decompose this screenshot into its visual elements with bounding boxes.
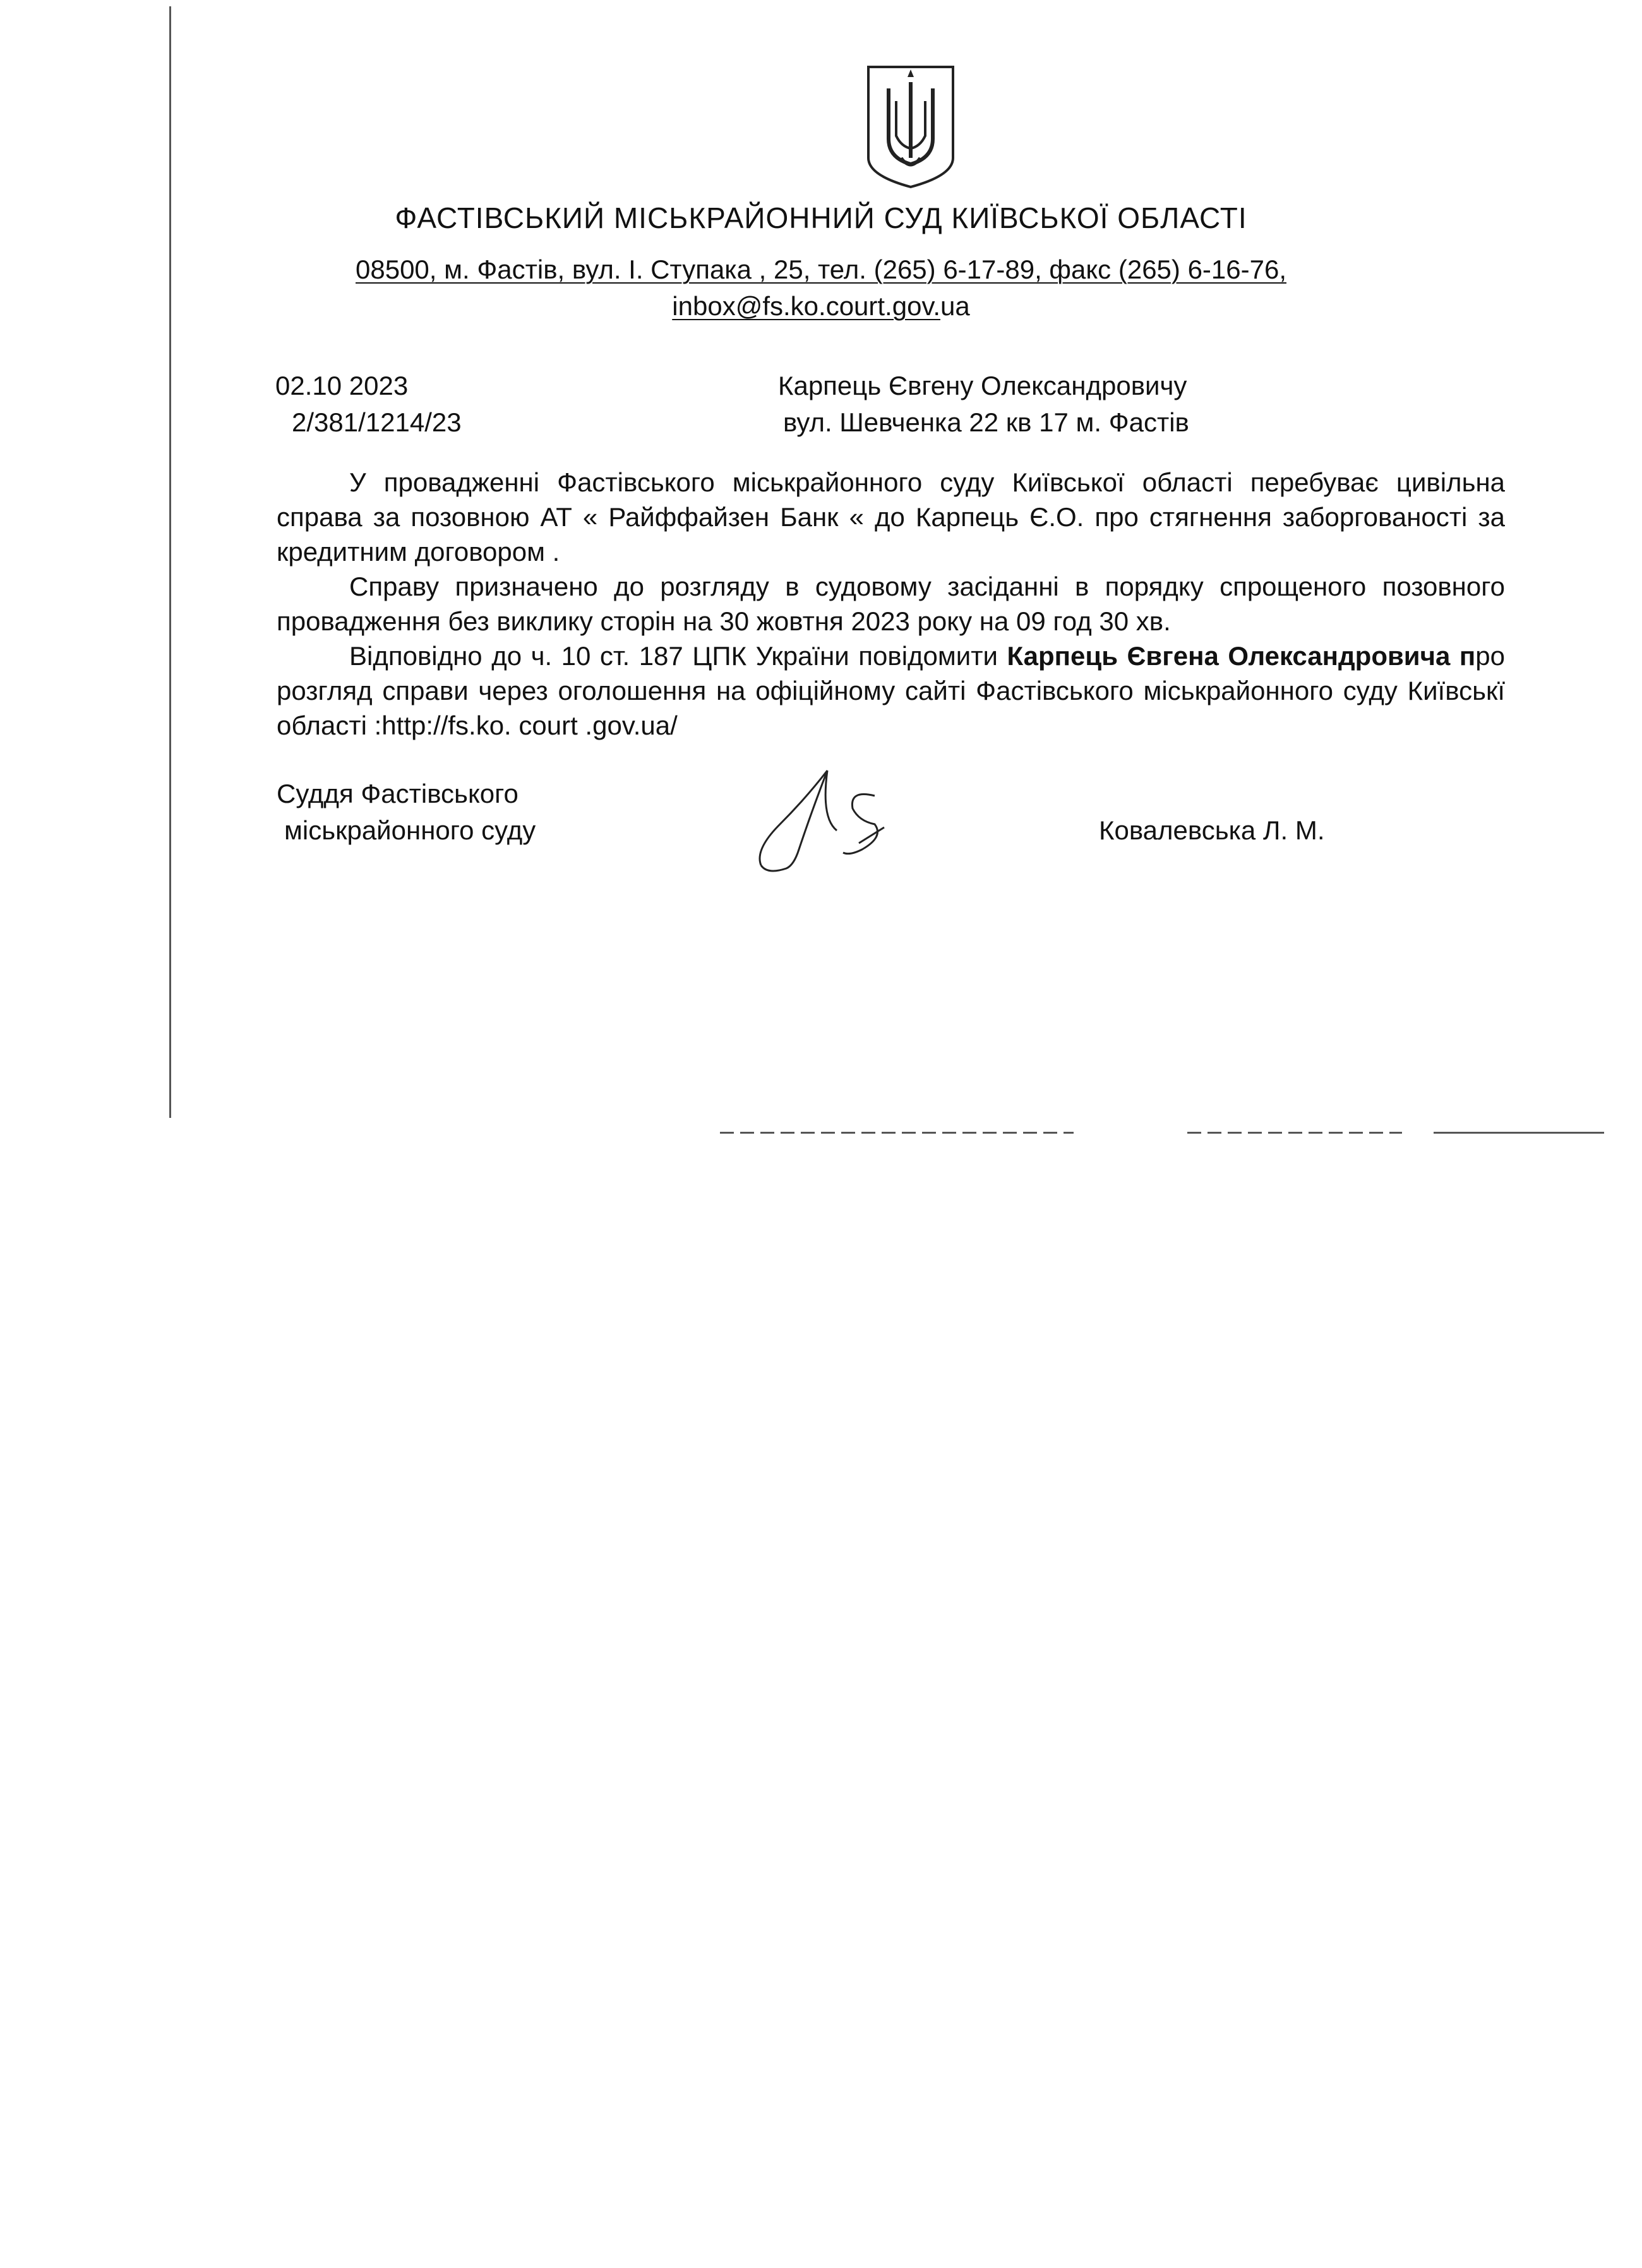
handwritten-signature (748, 755, 900, 881)
court-address (0, 251, 1642, 325)
document-meta (275, 368, 462, 441)
paragraph-notification-bold-name: Карпець Євгена Олександровича п (1007, 641, 1476, 671)
signature-title-line-2: міськрайонного суду (284, 815, 536, 845)
signature-title (277, 776, 536, 849)
paragraph-notification-start: Відповідно до ч. 10 ст. 187 ЦПК України повідомити (349, 641, 1007, 671)
document-date: 02.10 2023 (275, 371, 409, 400)
signature-title-line-1: Суддя Фастівського (277, 779, 518, 808)
court-name-heading: ФАСТІВСЬКИЙ МІСЬКРАЙОННИЙ СУД КИЇВСЬКОЇ ОБЛАСТІ (395, 201, 1247, 234)
paragraph-case-info: У провадженні Фастівського міськрайонного суду Київської області перебуває цивільна справа за позовною АТ « Райффайзен Банк « до Карпець Є.О. про стягнення заборгованості за кредитним договором . (277, 467, 1505, 567)
case-number: 2/381/1214/23 (292, 407, 462, 437)
address-line-1: 08500, м. Фастів, вул. І. Ступака , 25, тел. (265) 6-17-89, факс (265) 6-16-76, (356, 255, 1286, 284)
recipient-block (778, 368, 1189, 441)
scan-edge-line (169, 6, 171, 1118)
paragraph-notification-end: ро розгляд справи через оголошення на офіційному сайті Фастівського міськрайонного суду Київськї області :http://fs.ko. court .gov.ua/ (277, 641, 1505, 740)
bottom-dashed-line (720, 1132, 1604, 1134)
trident-coat-of-arms-icon (863, 63, 958, 189)
paragraph-notification (277, 639, 1505, 743)
document-body (277, 465, 1505, 743)
judge-name: Ковалевська Л. М. (1099, 815, 1325, 845)
recipient-name: Карпець Євгену Олександровичу (778, 371, 1187, 400)
paragraph-hearing-schedule: Справу призначено до розгляду в судовому засіданні в порядку спрощеного позовного провадження без виклику сторін на 30 жовтня 2023 року на 09 год 30 хв. (277, 572, 1505, 636)
recipient-address: вул. Шевченка 22 кв 17 м. Фастів (783, 407, 1189, 437)
court-email-tail: ua (940, 291, 970, 321)
court-email-link[interactable]: inbox@fs.ko.court.gov. (672, 291, 940, 321)
